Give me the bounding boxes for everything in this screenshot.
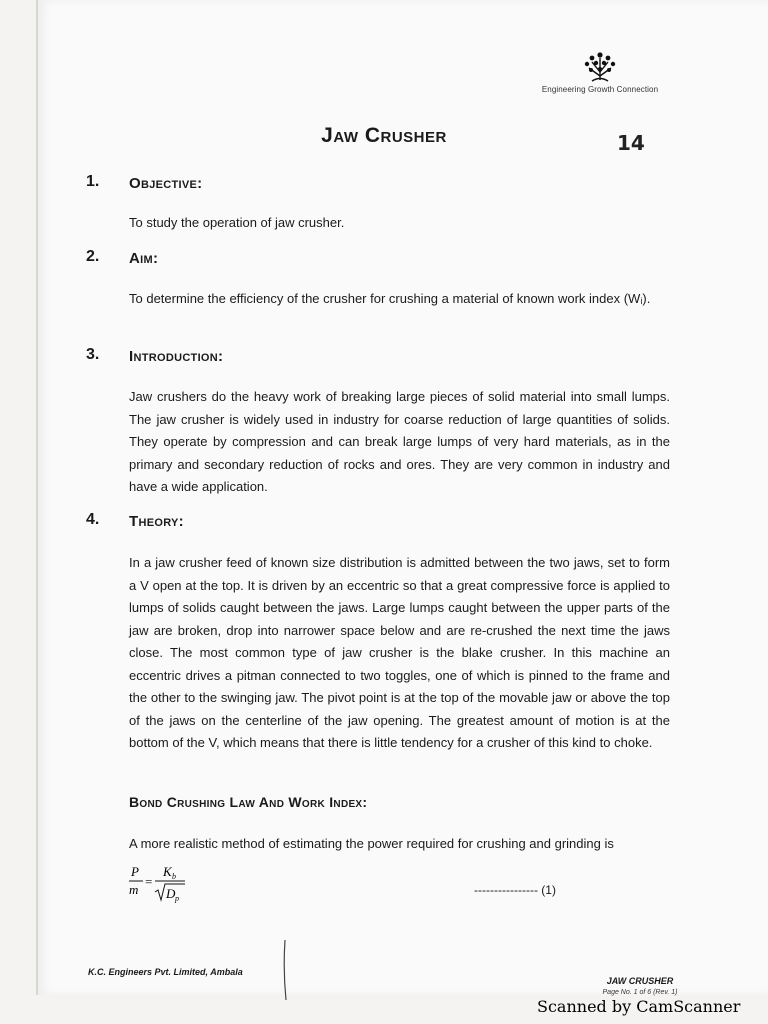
- footer-doc-info: [590, 975, 690, 999]
- section-heading-aim: Aim:: [129, 250, 159, 267]
- subsection-heading: Bond Crushing Law And Work Index:: [129, 794, 368, 810]
- section-body-theory: In a jaw crusher feed of known size distribution is admitted between the two jaws, set to form a V open at the top. It is driven by an eccentric so that a great compressive force is applied to lumps of solids caught between the jaws. Large lumps caught between the upper parts of the jaw are broken, drop into narrower space below and are re-crushed the next time the jaws close. The most common type of jaw crusher is the blake crusher. In this machine an eccentric drives a pitman connected to two toggles, one of which is pinned to the frame and the other to the swinging jaw. The pivot point is at the top of the movable jaw or above the top of the jaws on the centerline of the jaw opening. The greatest amount of motion is at the bottom of the V, which means that there is little tendency for a crusher of this kind to choke.: [129, 555, 670, 750]
- logo-tagline: Engineering Growth Connection: [541, 85, 659, 94]
- company-logo: [530, 50, 670, 94]
- section-number: 1.: [86, 173, 100, 190]
- section-heading-theory: Theory:: [129, 513, 184, 530]
- handwritten-page-number: 14: [617, 131, 645, 155]
- formula-k: K: [163, 864, 172, 879]
- formula-p: P: [131, 864, 139, 879]
- section-number: 3.: [86, 346, 100, 363]
- section-heading-introduction: Introduction:: [129, 348, 224, 365]
- subsection-body: A more realistic method of estimating the power required for crushing and grinding is: [129, 836, 614, 851]
- section-body-introduction: Jaw crushers do the heavy work of breaking large pieces of solid material into small lumps. The jaw crusher is widely used in industry for coarse reduction of large quantities of solids. They operate by compression and can break large lumps of very hard materials, as in the primary and secondary reduction of rocks and ores. They are very common in industry and have a wide application.: [129, 389, 670, 494]
- footer-page-number: Page No. 1 of 6 (Rev. 1): [602, 989, 678, 996]
- pen-stroke-mark: [282, 940, 288, 1000]
- formula-m: m: [129, 882, 139, 897]
- formula-equals: =: [145, 874, 153, 889]
- section-heading-objective: Objective:: [129, 175, 203, 192]
- section-body-objective: To study the operation of jaw crusher.: [129, 215, 345, 230]
- bond-law-formula: [127, 862, 197, 906]
- formula-k-sub: b: [172, 872, 176, 881]
- page-title: Jaw Crusher: [321, 124, 447, 147]
- section-body-aim: To determine the efficiency of the crusher for crushing a material of known work index (Wᵢ).: [129, 291, 651, 306]
- section-number: 4.: [86, 511, 100, 528]
- footer-company: K.C. Engineers Pvt. Limited, Ambala: [88, 967, 243, 977]
- tree-logo-icon: [580, 50, 620, 84]
- formula-d: D: [166, 886, 176, 901]
- section-number: 2.: [86, 248, 100, 265]
- equation-number: ---------------- (1): [474, 883, 556, 897]
- scanner-watermark: Scanned by CamScanner: [537, 997, 741, 1016]
- formula-d-sub: p: [175, 894, 179, 903]
- footer-doc-title: JAW CRUSHER: [606, 976, 674, 986]
